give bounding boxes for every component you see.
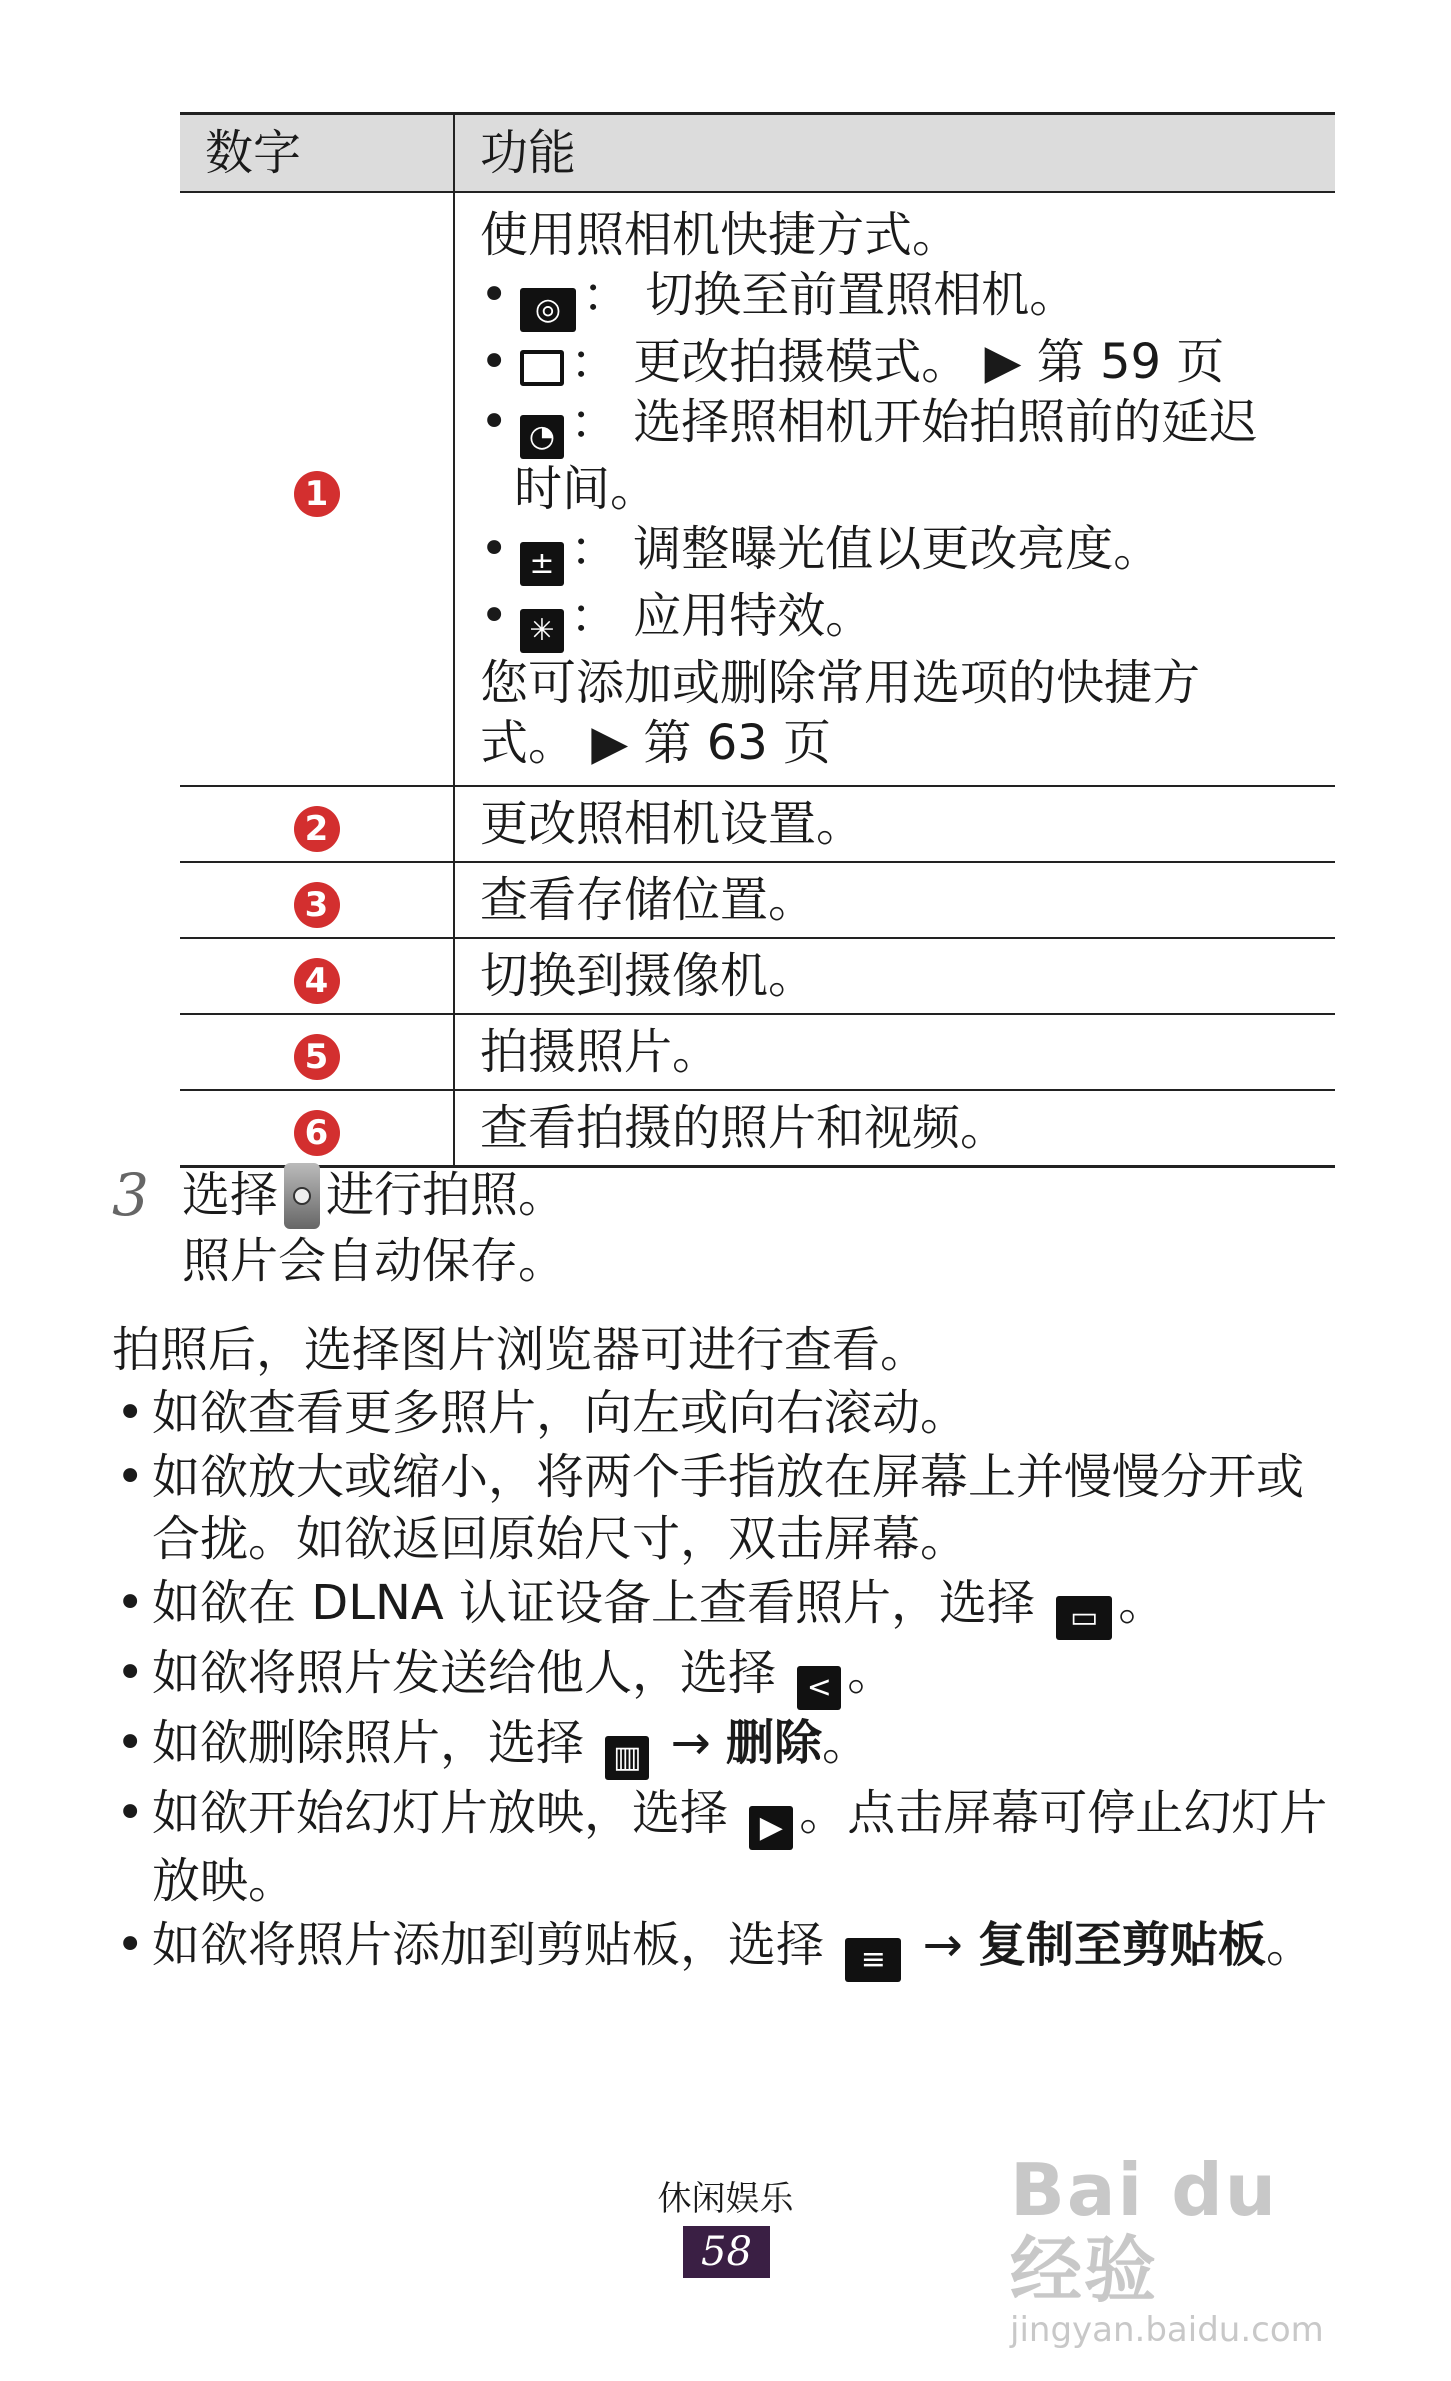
share-icon: < bbox=[797, 1666, 841, 1710]
row-6-description: 查看拍摄的照片和视频。 bbox=[454, 1090, 1335, 1167]
table-row bbox=[180, 1014, 1335, 1090]
viewer-tips-list bbox=[112, 1382, 1332, 1984]
slideshow-icon: ▶ bbox=[749, 1806, 793, 1850]
callout-4-badge: 4 bbox=[294, 958, 340, 1004]
table-row bbox=[180, 192, 1335, 786]
step-3: 3 选择 进行拍照。 照片会自动保存。 bbox=[112, 1163, 1312, 1293]
switch-camera-icon: ◎ bbox=[520, 288, 576, 332]
callout-1-badge: 1 bbox=[294, 471, 340, 517]
watermark-brand: Bai du 经验 bbox=[1010, 2148, 1279, 2312]
list-item: • 如欲查看更多照片，向左或向右滚动。 bbox=[112, 1382, 1332, 1444]
callout-6-badge: 6 bbox=[294, 1110, 340, 1156]
trash-icon: ▥ bbox=[605, 1736, 649, 1780]
row-4-description: 切换到摄像机。 bbox=[454, 938, 1335, 1014]
baidu-watermark bbox=[1010, 2148, 1370, 2350]
list-item: • 如欲在 DLNA 认证设备上查看照片，选择 ▭ 。 bbox=[112, 1572, 1332, 1640]
callout-2-badge: 2 bbox=[294, 806, 340, 852]
table-row bbox=[180, 786, 1335, 862]
watermark-url: jingyan.baidu.com bbox=[1010, 2310, 1324, 2350]
step-note: 照片会自动保存。 bbox=[182, 1233, 567, 1289]
viewer-intro: 拍照后，选择图片浏览器可进行查看。 bbox=[112, 1322, 929, 1378]
menu-icon: ≡ bbox=[845, 1938, 901, 1982]
table-row bbox=[180, 862, 1335, 938]
callout-5-badge: 5 bbox=[294, 1034, 340, 1080]
row-3-description: 查看存储位置。 bbox=[454, 862, 1335, 938]
list-item: • 如欲开始幻灯片放映，选择 ▶ 。点击屏幕可停止幻灯片放映。 bbox=[112, 1782, 1332, 1912]
row-5-description: 拍摄照片。 bbox=[454, 1014, 1335, 1090]
list-item: • 如欲将照片发送给他人，选择 < 。 bbox=[112, 1642, 1332, 1710]
header-number: 数字 bbox=[180, 114, 454, 193]
exposure-icon: ± bbox=[520, 542, 564, 586]
list-item: • 如欲将照片添加到剪贴板，选择 ≡ → 复制至剪贴板。 bbox=[112, 1914, 1332, 1982]
table-row bbox=[180, 938, 1335, 1014]
effects-icon: ✳ bbox=[520, 609, 564, 653]
header-function: 功能 bbox=[454, 114, 1335, 193]
section-title: 休闲娱乐 bbox=[657, 2179, 794, 2219]
row-1-description: 使用照相机快捷方式。 • ◎ ： 切换至前置照相机。 • ： 更改拍摄模式。 ▶ 第 59 页 • ◔ ： 选择照相机开始拍照前的延迟 时间。 • ± ： 调整曝光值以更改亮度。 • ✳ ： 应用特效。 您可添加或删除常用选项的快捷方 式。 ▶ 第 63 页 bbox=[454, 192, 1335, 786]
page-number: 58 bbox=[683, 2226, 770, 2278]
shooting-mode-icon bbox=[520, 350, 564, 386]
function-table bbox=[180, 112, 1335, 1168]
timer-off-icon: ◔ bbox=[520, 415, 564, 459]
row-2-description: 更改照相机设置。 bbox=[454, 786, 1335, 862]
dlna-icon: ▭ bbox=[1056, 1596, 1112, 1640]
table-row bbox=[180, 1090, 1335, 1167]
callout-3-badge: 3 bbox=[294, 882, 340, 928]
step-number: 3 bbox=[112, 1161, 149, 1229]
shutter-button-icon bbox=[284, 1163, 320, 1229]
list-item: • 如欲删除照片，选择 ▥ → 删除。 bbox=[112, 1712, 1332, 1780]
table-header-row bbox=[180, 114, 1335, 193]
list-item: • 如欲放大或缩小，将两个手指放在屏幕上并慢慢分开或合拢。如欲返回原始尺寸，双击屏幕。 bbox=[112, 1446, 1332, 1570]
